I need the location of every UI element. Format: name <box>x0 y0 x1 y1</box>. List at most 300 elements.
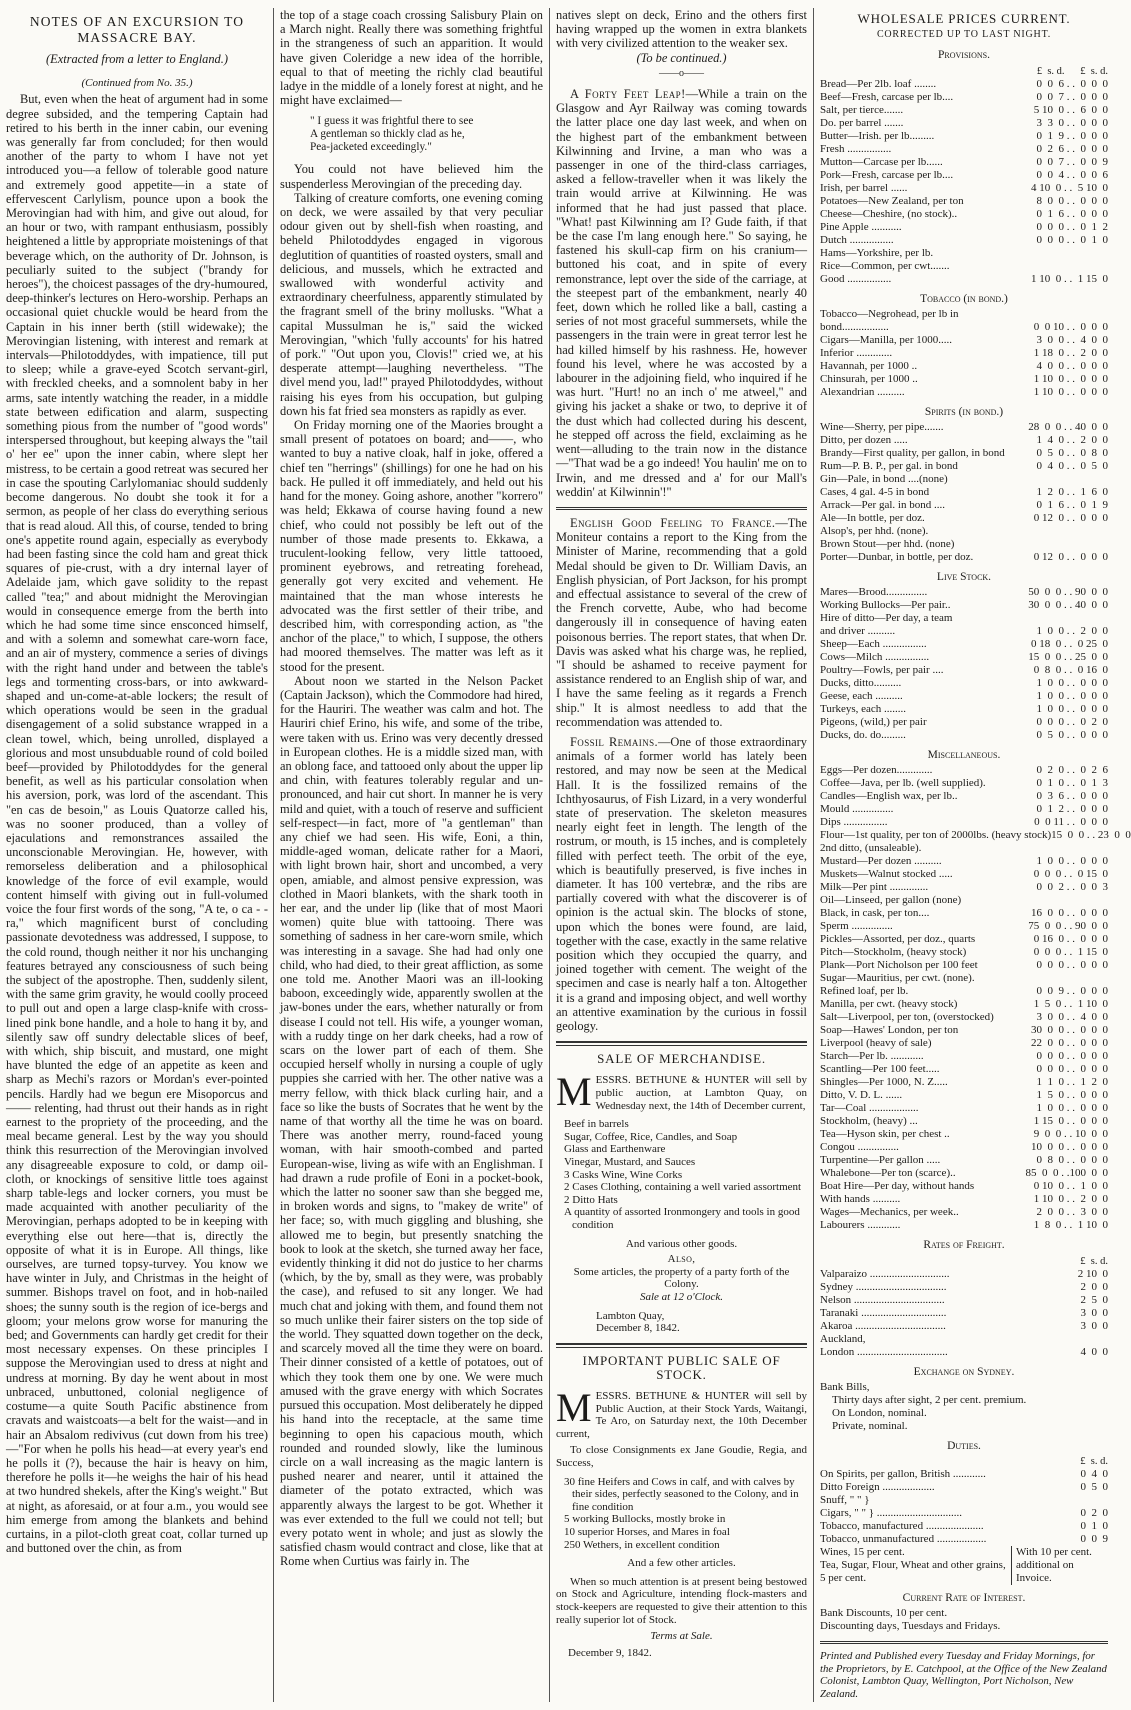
price-row <box>820 664 1108 677</box>
price-item: Congou ............... <box>820 1141 899 1154</box>
list-item: 10 superior Horses, and Mares in foal <box>564 1526 730 1539</box>
ad-place: Lambton Quay, <box>596 1309 665 1322</box>
price-row <box>820 1333 1108 1346</box>
price-value <box>996 538 1108 551</box>
price-value: 1 18 0 . . 2 0 0 <box>1033 346 1108 359</box>
money-header <box>820 1455 1108 1468</box>
price-row <box>820 347 1108 360</box>
ad-line: Also, <box>667 1253 696 1266</box>
price-value: 4 10 0 . . 5 10 0 <box>1031 181 1108 194</box>
price-row <box>820 1076 1108 1089</box>
price-item: Nelson ................................. <box>820 1293 945 1306</box>
price-item: Ditto, per dozen ..... <box>820 434 908 447</box>
price-row <box>820 586 1108 599</box>
price-row <box>820 816 1108 829</box>
separator <box>556 1041 807 1046</box>
price-value: 1 0 0 . . 2 0 0 <box>1036 625 1108 638</box>
price-row <box>820 1115 1108 1128</box>
exchange-block <box>820 1381 1108 1433</box>
price-value: 0 0 0 . . 1 15 0 <box>1033 946 1108 959</box>
price-row <box>820 972 1108 985</box>
poem-quote <box>310 115 543 154</box>
price-value <box>996 473 1108 486</box>
price-item: Rum—P. B. P., per gal. in bond <box>820 460 958 473</box>
ad-line: And various other goods. <box>625 1237 738 1250</box>
price-item: Tea—Hyson skin, per chest .. <box>820 1128 950 1141</box>
price-row <box>820 1494 1108 1507</box>
news-item-leap <box>556 87 807 499</box>
price-item: On Spirits, per gallon, British ............ <box>820 1468 986 1481</box>
price-row <box>820 273 1108 286</box>
poem-line: Pea-jacketed exceedingly." <box>310 141 432 154</box>
price-value: 0 1 0 . . 0 1 3 <box>1036 777 1108 790</box>
section-heading: Provisions. <box>938 49 990 62</box>
ad-line: And a few other articles. <box>627 1557 736 1570</box>
price-item: With hands .......... <box>820 1193 901 1206</box>
price-item: Mould ............... <box>820 803 894 816</box>
price-value: 1 10 0 . . 0 0 0 <box>1033 385 1108 398</box>
price-row <box>820 1294 1108 1307</box>
price-value: 0 4 0 . . 0 5 0 <box>1036 460 1108 473</box>
price-value <box>996 612 1108 625</box>
list-item: Glass and Earthenware <box>564 1143 666 1156</box>
price-item: Stockholm, (heavy) ... <box>820 1115 918 1128</box>
price-row <box>820 460 1108 473</box>
price-row <box>820 790 1108 803</box>
price-value: 0 0 7 . . 0 0 0 <box>1036 90 1108 103</box>
column-rule <box>549 8 550 1702</box>
ad-valorem-block <box>820 1546 1108 1585</box>
price-item: Poultry—Fowls, per pair .... <box>820 664 944 677</box>
price-value: 0 5 0 <box>1080 1481 1108 1494</box>
list-item: Beef in barrels <box>564 1118 629 1131</box>
price-row <box>820 260 1108 273</box>
price-row <box>820 130 1108 143</box>
price-list-tobacco <box>820 308 1108 399</box>
to-be-continued: (To be continued.) <box>636 50 727 65</box>
price-value: 30 0 0 . . 40 0 0 <box>1028 599 1108 612</box>
price-item: Plank—Port Nicholson per 100 feet <box>820 959 978 972</box>
list-item: A quantity of assorted Ironmongery and tools in good condition <box>564 1206 800 1231</box>
price-item: Do. per barrel ....... <box>820 116 904 129</box>
price-list-duties <box>820 1468 1108 1546</box>
price-item: Cows—Milch ................ <box>820 651 930 664</box>
price-item: Soap—Hawes' London, per ton <box>820 1024 959 1037</box>
price-value: 0 18 0 . . 0 25 0 <box>1031 638 1108 651</box>
price-item: Manilla, per cwt. (heavy stock) <box>820 998 958 1011</box>
price-value: 2 0 0 <box>1080 1280 1108 1293</box>
ad-line: To close Consignments ex Jane Goudie, Regia, and Success, <box>556 1444 807 1470</box>
price-row <box>820 1507 1108 1520</box>
price-value: 4 0 0 . . 0 0 0 <box>1036 359 1108 372</box>
price-value: 0 0 6 . . 0 0 0 <box>1036 77 1108 90</box>
list-item: Vinegar, Mustard, and Sauces <box>564 1155 696 1168</box>
price-item: Havannah, per 1000 .. <box>820 359 918 372</box>
price-value: 0 0 0 . . 0 1 2 <box>1036 220 1108 233</box>
ad-merchandise <box>556 1069 807 1335</box>
price-row <box>820 716 1108 729</box>
price-row <box>820 1011 1108 1024</box>
price-row <box>820 677 1108 690</box>
price-value: 0 0 4 . . 0 0 6 <box>1036 168 1108 181</box>
price-item: Sheep—Each ................ <box>820 638 927 651</box>
news-headline: A Forty Feet Leap! <box>570 87 686 102</box>
news-item-france <box>556 516 807 729</box>
price-item: Dips ................ <box>820 816 888 829</box>
news-headline: English Good Feeling to France. <box>570 515 776 530</box>
list-item: 30 fine Heifers and Cows in calf, and with calves by their sides, perfectly seasoned to the Colony, and in fine condition <box>564 1475 799 1513</box>
price-value: 0 4 0 <box>1080 1468 1108 1481</box>
interest-line: Discounting days, Tuesdays and Fridays. <box>820 1620 1001 1633</box>
price-item: Ducks, ditto.......... <box>820 677 902 690</box>
price-value: 0 0 9 . . 0 0 0 <box>1036 985 1108 998</box>
price-value: 1 5 0 . . 0 0 0 <box>1036 1089 1108 1102</box>
price-row <box>820 321 1108 334</box>
price-row <box>820 360 1108 373</box>
article-paragraph: On Friday morning one of the Maories brought a small present of potatoes on board; and——, who wanted to buy a native cloak, half in joke, offered a chief ten "herrings" (shillings) for one he had on his back. He pulled it off immediately, and held out his hand for the money. Going ashore, another "korrero" was held; Ekkawa of course having found a new chief, who could not possibly be left out of the number of those made presents to. Ekkawa, a truculent-looking fellow, very little tattooed, prominent eyebrows, and retreating forehead, generally got very excited and vehement. He maintained that the man whose interests he advocated was the first settler of their tribe, and described him, with corresponding action, as "the anchor of the place," to which, I suppose, the others had moored themselves. The matter was left as it stood for the present. <box>280 418 543 674</box>
ad-line: Terms at Sale. <box>650 1630 713 1643</box>
price-value: 0 5 0 . . 0 0 0 <box>1036 729 1108 742</box>
price-item: Tobacco, manufactured ..................... <box>820 1520 984 1533</box>
imprint: Printed and Published every Tuesday and Friday Mornings, for the Proprietors, by E. Catchpool, at the Office of the New Zealand Colonist, Lambton Quay, Wellington, Port Nicholson, New Zealand. <box>820 1650 1107 1701</box>
price-row <box>820 434 1108 447</box>
exchange-line: Private, nominal. <box>832 1419 908 1432</box>
price-row <box>820 308 1108 321</box>
list-item: 2 Cases Clothing, containing a well varied assortment <box>564 1181 802 1194</box>
price-row <box>820 386 1108 399</box>
price-value: 0 0 0 . . 0 15 0 <box>1033 868 1108 881</box>
price-value: 9 0 0 . . 10 0 0 <box>1033 1128 1108 1141</box>
price-row <box>820 764 1108 777</box>
price-item: Gin—Pale, in bond ....(none) <box>820 473 948 486</box>
price-item: Taranaki ............................... <box>820 1306 947 1319</box>
exchange-line: Thirty days after sight, 2 per cent. premium. <box>832 1393 1027 1406</box>
price-row <box>820 842 1108 855</box>
section-heading: Exchange on Sydney. <box>913 1365 1015 1378</box>
price-value <box>996 894 1108 907</box>
price-item: Snuff, " " } <box>820 1494 870 1507</box>
price-item: Shingles—Per 1000, N. Z..... <box>820 1076 948 1089</box>
price-item: Tobacco, unmanufactured .................. <box>820 1533 987 1546</box>
price-item: Boat Hire—Per day, without hands <box>820 1180 975 1193</box>
money-columns: £ s. d. £ s. d. <box>1036 65 1108 77</box>
article-paragraph: natives slept on deck, Erino and the others first having wrapped up the women in extra blankets with very civilized attention to the weaker sex. <box>556 8 807 51</box>
price-row <box>820 1024 1108 1037</box>
ad-intro: ESSRS. BETHUNE & HUNTER will sell by public auction, at Lambton Quay, on Wednesday next, the 14th of December current, <box>595 1074 807 1112</box>
price-row <box>820 373 1108 386</box>
price-value: 8 0 0 . . 0 0 0 <box>1036 194 1108 207</box>
price-item: Beef—Fresh, carcase per lb.... <box>820 90 954 103</box>
list-item: 3 Casks Wine, Wine Corks <box>564 1168 683 1181</box>
price-item: Tar—Coal .................. <box>820 1102 919 1115</box>
price-item: Eggs—Per dozen............. <box>820 764 933 777</box>
price-row <box>820 1320 1108 1333</box>
price-item: Labourers ............ <box>820 1219 901 1232</box>
price-value: 15 0 0 . . 23 0 0 <box>1051 829 1131 842</box>
price-item: Auckland, <box>820 1332 866 1345</box>
price-value: 30 0 0 . . 0 0 0 <box>1031 1024 1108 1037</box>
price-value: 22 0 0 . . 0 0 0 <box>1031 1037 1108 1050</box>
price-value: 0 12 0 . . 0 0 0 <box>1033 512 1108 525</box>
price-item: 2nd ditto, (unsaleable). <box>820 842 922 855</box>
exchange-line: On London, nominal. <box>832 1406 927 1419</box>
price-item: Salt—Liverpool, per ton, (overstocked) <box>820 1011 994 1024</box>
price-row <box>820 1219 1108 1232</box>
price-value <box>996 972 1108 985</box>
price-item: Alexandrian .......... <box>820 385 905 398</box>
price-value: 1 1 0 . . 1 2 0 <box>1036 1076 1108 1089</box>
price-value: 1 10 0 . . 1 15 0 <box>1031 272 1108 285</box>
price-item: Refined loaf, per lb. <box>820 985 909 998</box>
column-3 <box>556 8 807 1704</box>
price-row <box>820 221 1108 234</box>
price-item: Muskets—Walnut stocked ..... <box>820 868 953 881</box>
price-value: 1 8 0 . . 1 10 0 <box>1033 1219 1108 1232</box>
price-value: 0 1 0 <box>1080 1520 1108 1533</box>
price-row <box>820 1037 1108 1050</box>
news-item-fossil <box>556 735 807 1033</box>
price-item: Ditto, V. D. L. ...... <box>820 1089 903 1102</box>
price-value: 3 3 0 . . 0 0 0 <box>1036 116 1108 129</box>
price-item: Milk—Per pint .............. <box>820 881 929 894</box>
price-item: Liverpool (heavy of sale) <box>820 1037 932 1050</box>
price-value: 0 10 0 . . 1 0 0 <box>1033 1180 1108 1193</box>
price-row <box>820 933 1108 946</box>
news-headline: Fossil Remains. <box>570 734 659 749</box>
price-row <box>820 1063 1108 1076</box>
price-row <box>820 855 1108 868</box>
price-row <box>820 156 1108 169</box>
price-row <box>820 473 1108 486</box>
price-value: 0 0 11 . . 0 0 0 <box>1034 816 1108 829</box>
price-row <box>820 551 1108 564</box>
price-row <box>820 638 1108 651</box>
price-item: Flour—1st quality, per ton of 2000lbs. (heavy stock) <box>820 829 1052 842</box>
price-item: Candles—English wax, per lb.. <box>820 790 958 803</box>
price-item: Valparaizo ............................. <box>820 1267 950 1280</box>
article-paragraph: Talking of creature comforts, one evening coming on deck, we were assailed by that very peculiar odour given out by shell-fish when roasting, and beheld Philotoddydes engaged in vigorous deglutition of quantities of roasted oysters, small and delicious, and mussels, which he extracted and swallowed with wonderful activity and extraordinary cheerfulness, apparently stimulated by the fragrant smell of the briny mollusks. "What a capital Mussulman he is," said the wicked Merovingian, "which 'fully accounts' for his hatred of pork." "Out upon you, Clovis!" cried we, at his desperate attempt—laughing nevertheless. "The divel mend you, lad!" prayed Philotoddydes, without raising his eyes from his occupation, but gulping down his fat fried sea monsters as rapidly as ever. <box>280 190 543 418</box>
price-row <box>820 651 1108 664</box>
duty-note: With 10 per cent. additional on Invoice. <box>1011 1546 1108 1585</box>
price-item: Ale—In bottle, per doz. <box>820 512 925 525</box>
price-value: 1 4 0 . . 2 0 0 <box>1036 434 1108 447</box>
price-item: Starch—Per lb. ............ <box>820 1050 924 1063</box>
price-item: and driver .......... <box>820 625 896 638</box>
price-value: 1 0 0 . . 0 0 0 <box>1036 703 1108 716</box>
price-row <box>820 143 1108 156</box>
price-row <box>820 625 1108 638</box>
separator <box>556 1343 807 1348</box>
price-value: 15 0 0 . . 25 0 0 <box>1028 651 1108 664</box>
price-item: Akaroa ................................. <box>820 1319 946 1332</box>
exchange-line: Bank Bills, <box>820 1380 870 1393</box>
price-item: Cigars—Manilla, per 1000..... <box>820 333 952 346</box>
ornament-rule: ——o—— <box>659 67 704 79</box>
list-item: 2 Ditto Hats <box>564 1193 618 1206</box>
price-list-misc <box>820 764 1131 1232</box>
price-item: Cigars, " " } ............................... <box>820 1507 962 1520</box>
price-value: 0 0 0 . . 0 1 0 <box>1036 233 1108 246</box>
price-value <box>996 525 1108 538</box>
price-item: Tobacco—Negrohead, per lb in <box>820 307 959 320</box>
price-value: 0 0 7 . . 0 0 9 <box>1036 155 1108 168</box>
prices-title: WHOLESALE PRICES CURRENT. <box>857 11 1071 26</box>
separator <box>556 507 807 510</box>
section-heading: Spirits (in bond.) <box>924 405 1004 418</box>
money-header <box>820 1255 1108 1268</box>
price-row <box>820 599 1108 612</box>
price-value: 0 0 0 . . 0 0 0 <box>1036 1063 1108 1076</box>
price-item: Inferior ............. <box>820 346 893 359</box>
price-item: Alsop's, per hhd. (none). <box>820 525 929 538</box>
price-item: Ducks, do. do......... <box>820 729 906 742</box>
price-item: Dutch ................ <box>820 233 894 246</box>
price-item: Hire of ditto—Per day, a team <box>820 612 953 625</box>
price-list-spirits <box>820 421 1108 564</box>
price-value: 3 0 0 <box>1080 1319 1108 1332</box>
price-row <box>820 946 1108 959</box>
price-item: Wages—Mechanics, per week.. <box>820 1206 959 1219</box>
price-row <box>820 959 1108 972</box>
ad-intro: ESSRS. BETHUNE & HUNTER will sell by Public Auction, at their Stock Yards, Waitangi, Te Aro, on Saturday next, the 10th December current, <box>556 1390 807 1440</box>
price-row <box>820 690 1108 703</box>
article-title: NOTES OF AN EXCURSION TO MASSACRE BAY. <box>29 14 245 45</box>
price-row <box>820 1468 1108 1481</box>
price-value: 0 2 0 . . 0 2 6 <box>1036 764 1108 777</box>
price-value: 1 10 0 . . 0 0 0 <box>1033 372 1108 385</box>
duty-line: Wines, 15 per cent. <box>820 1546 905 1559</box>
list-item: 5 working Bullocks, mostly broke in <box>564 1513 726 1526</box>
price-row <box>820 1281 1108 1294</box>
poem-line: A gentleman so thickly clad as he, <box>310 128 465 141</box>
price-item: Cheese—Cheshire, (no stock).. <box>820 207 958 220</box>
price-row <box>820 117 1108 130</box>
price-list-livestock <box>820 586 1108 742</box>
price-value: 1 5 0 . . 1 10 0 <box>1033 998 1108 1011</box>
money-header <box>820 65 1108 78</box>
price-value: 0 3 6 . . 0 0 0 <box>1036 790 1108 803</box>
price-item: Scantling—Per 100 feet..... <box>820 1063 940 1076</box>
price-value: 0 2 6 . . 0 0 0 <box>1036 142 1108 155</box>
price-item: Mutton—Carcase per lb...... <box>820 155 943 168</box>
price-item: Good ................ <box>820 272 892 285</box>
price-value: 0 5 0 . . 0 8 0 <box>1036 447 1108 460</box>
price-row <box>820 169 1108 182</box>
article-paragraph: You could not have believed him the suspenderless Merovingian of the preceding day. <box>280 162 543 191</box>
ad-note: When so much attention is at present being bestowed on Stock and Agriculture, intending flock-masters and stock-keepers are requested to give their attention to this really superior lot of Stock. <box>556 1575 807 1626</box>
price-row <box>820 182 1108 195</box>
price-row <box>820 1346 1108 1359</box>
article-paragraph: But, even when the heat of argument had in some degree subsided, and the tempering Captain had retired to his berth in the inner cabin, our evening was generally far from concluded; for then would another of the party to whom I have not yet introduced you—a fellow of tolerable good nature and extremely good appetite—in a state of effervescent Carlylism, pounce upon a book the Merovingian had with him, and give out aloud, for an hour or two, with rampant enthusiasm, possibly heightened a little by appropriate moistenings of that beverage which, on the authority of Dr. Johnson, is peculiarly suited to the subject ("brandy for heroes"), the choicest passages of the dry-humoured, deep-thinker's lectures on Hero-worship. Perhaps an occasional quiet chuckle would be heard from the Captain in his inner berth (still widewake); the Merovingian listening, with interest and remark at intervals—Philotoddydes, with impatience, till put to sleep; while a grave-eyed Scotch servant-girl, with freckled cheeks, and a somnolent baby in her arms, sate intently watching the reader, in a middle state between edification and alarm, suspecting something pious from the number of "good words" interspersed throughout, but keeping always the "tail o' her ee" upon the inner cabin, where slept her mistress, to be certain a good retreat was secured her in case the spouting Carlylomaniac should suddenly become dangerous. No doubt she took it for a sermon, as people of her class do everything serious that is read aloud. All this, of course, tended to bring one's appetite round again, especially as everybody had been fasting since the cold ham and great thick squares of pie-crust, with a dry internal layer of Adelaide jam, which gave solidity to the repast called "tea;" and about midnight the Merovingian would in consequence emerge from the berth into which he had some time since ensconced himself, and with a solemn and somewhat care-worn face, and an air of mystery, commence a series of divings with the right hand under and between the table's legs and tormenting cross-bars, or into awkward-shaped and un-come-at-able lockers; the result of which operations would be seen in the gradual disengagement of a solid substance wrapped in a clean towel, which, being unrolled, displayed a glorious and most unsubduable round of cold boiled beef—provided by Philotoddydes for the general benefit, as well as his particular consolation when his aversion, pork, was lord of the ascendant. This "en cas de besoin," as Louis Quatorze called his, was no sooner produced, than a volley of ejaculations and remonstrances assailed the unconscionable Merovingian. He, however, with remorseless deliberation and a philosophical knowledge of the force of evil example, would content himself with giving out in full-volumed voice the four first words of the song, "A te, o ca - - ra," which magnificent burst of concluding passionate devotedness was addressed, I suppose, to the cold round, though neither it nor his unchanging features betrayed any consciousness of such being the subject of the apostrophe. Then, suddenly silent, with the same grim gravity, he would coolly proceed to pull out and open a large clasp-knife with cross-lined pink bone handle, and a hole to hang it by, and silently saw off sundry delectable slices of beef, with which, ship biscuit, and mustard, one might have blunted the edge of an appetite as keen and sharp as Mechi's razors or Mordan's ever-pointed pencils. Hardly had we begun ere Misoporcus and —— relenting, had thrust out their hands as in right earnest to the propriety of the proceeding, and the meal became general. Lest by the way you should think this resurrection of the Merovingian involved any disagreeable exposure to cold, or damp oil-cloth, or knockings of sensitive little toes against sharp table-legs and locker corners, you must be made acquainted with another peculiarity of the Merovingian, perhaps adopted to be in keeping with everything else out here—that is, directly the opposite of what it is in Europe. All things, like ourselves, are turned topsy-turvey. You know we have winter in July, and Christmas in the height of summer. Bishops travel on foot, and in hob-nailed shoes; the sunny south is the region of ice-bergs and gloom; your melons grow worse for manuring the bed; and Governments can hardly get credit for their most necessary expenses. On these principles I suppose the Merovingian used to dress at night and undress at morning. By day he went about in most unbraced, unbuttoned, colonial negligence of costume—a quite South Pacific abstinence from cravats and waistcoats—a belt for the waist—and in hair an Absalom redivivus (cut down from his tree) —"For when he polls his head—at every year's end he polls it (?), because the hair is heavy on him, therefore he polls it—he weighs the hair of his head at two hundred shekels, after the King's weight." But at night, as aforesaid, or at four a.m., you would see him emerge from among the blankets and behind curtains, in a pilot-cloth great coat, collar turned up and buttoned over the chin, as from <box>6 92 268 1556</box>
drop-cap: M <box>556 1385 592 1431</box>
price-value: 10 0 0 . . 0 0 0 <box>1031 1141 1108 1154</box>
price-item: Irish, per barrel ...... <box>820 181 908 194</box>
price-value: 3 0 0 . . 4 0 0 <box>1036 1011 1108 1024</box>
price-item: Pigeons, (wild,) per pair <box>820 716 927 729</box>
ad-list <box>564 1476 807 1552</box>
price-item: Chinsurah, per 1000 .. <box>820 372 918 385</box>
price-row <box>820 1533 1108 1546</box>
interest-line: Bank Discounts, 10 per cent. <box>820 1607 948 1620</box>
price-value: 0 8 0 . . 0 16 0 <box>1033 664 1108 677</box>
ad-heading: IMPORTANT PUBLIC SALE OF STOCK. <box>582 1352 781 1382</box>
price-value: 3 0 0 <box>1080 1306 1108 1319</box>
price-row <box>820 777 1108 790</box>
price-row <box>820 1089 1108 1102</box>
price-item: Mustard—Per dozen .......... <box>820 855 942 868</box>
price-value: 0 1 6 . . 0 0 0 <box>1036 207 1108 220</box>
price-item: Pitch—Stockholm, (heavy stock) <box>820 946 967 959</box>
section-heading: Tobacco (in bond.) <box>920 292 1008 305</box>
price-value: 0 0 9 <box>1080 1533 1108 1546</box>
price-row <box>820 1141 1108 1154</box>
price-row <box>820 91 1108 104</box>
news-body: —The Moniteur contains a report to the King from the Minister of Marine, recommending that a gold Medal should be given to Dr. William Davis, an English physician, of Port Jackson, for his prompt and effectual assistance to several of the crew of the French corvette, Aube, who had become dangerously ill in consequence of having eaten poisonous berries. The report states, that when Dr. Davis was asked what his charge was, he replied, "I should be ashamed to receive payment for assistance rendered to an English ship of war, and I have the same feeling as it regards a French ship." It is almost needless to add that the recommendation was attended to. <box>556 515 807 729</box>
price-item: Cases, 4 gal. 4-5 in bond <box>820 486 930 499</box>
ad-date: December 8, 1842. <box>596 1322 680 1335</box>
price-value: 1 0 0 . . 0 0 0 <box>1036 1102 1108 1115</box>
price-value <box>1058 1333 1108 1346</box>
price-value: 16 0 0 . . 0 0 0 <box>1031 907 1108 920</box>
price-row <box>820 334 1108 347</box>
price-row <box>820 920 1108 933</box>
price-item: Sperm ............... <box>820 920 893 933</box>
price-row <box>820 1050 1108 1063</box>
separator <box>820 1641 1108 1644</box>
price-value: 0 16 0 . . 0 0 0 <box>1033 933 1108 946</box>
price-row <box>820 703 1108 716</box>
price-value: 4 0 0 <box>1080 1345 1108 1358</box>
section-heading: Miscellaneous. <box>927 749 1001 762</box>
price-value: 1 15 0 . . 0 0 0 <box>1033 1115 1108 1128</box>
continued-note: (Continued from No. 35.) <box>81 77 193 90</box>
news-body: —While a train on the Glasgow and Ayr Railway was coming towards the latter place one day last week, and when on the highest part of the embankment between Kilwinning and Irvine, a man who was a passenger in one of the third-class carriages, asked a fellow-traveller when it was likely the train would arrive at Kilwinning. He was informed that he had just passed that place. "What! past Kilwinning am I? Gude faith, if that be the case I'm lang enough here." So saying, he fastened his skull-cap firm on his cranium—buttoned his coat, and in spite of every remonstrance, lept over the side of the carriage, at the steepest part of the embankment, nearly 40 feet, down which he rolled like a ball, casting a series of not most graceful summersets, while the passengers in the train were in great terror lest he had killed himself by his rashness. He, however found his level, where he was accosted by a labourer in the adjoining field, who inquired if he was hurt. "Hurt! no an inch o' me atweel," and giving his jacket a shake or two, to deprive it of the dust which had collected during his descent, he stepped off across the field, exclaiming as he went—alluding to the train now in the distance—"That wad be a go indeed! You haulin' me on to Irwin, and me dressed and a' for our Mall's weddin' at Kilwinnin'!" <box>556 87 807 499</box>
ad-line: Sale at 12 o'Clock. <box>639 1290 723 1303</box>
price-row <box>820 1481 1108 1494</box>
price-item: Pine Apple ........... <box>820 220 902 233</box>
price-value: 0 12 0 . . 0 0 0 <box>1033 551 1108 564</box>
price-item: Butter—Irish. per lb......... <box>820 129 935 142</box>
price-row <box>820 1268 1108 1281</box>
price-value: 2 5 0 <box>1080 1293 1108 1306</box>
price-value: 2 10 0 <box>1077 1267 1108 1280</box>
price-row <box>820 247 1108 260</box>
price-row <box>820 421 1108 434</box>
price-row <box>820 104 1108 117</box>
list-item: 250 Wethers, in excellent condition <box>564 1538 720 1551</box>
price-item: Porter—Dunbar, in bottle, per doz. <box>820 551 974 564</box>
price-item: London ................................. <box>820 1345 948 1358</box>
section-heading: Current Rate of Interest. <box>902 1592 1026 1605</box>
price-row <box>820 195 1108 208</box>
price-row <box>820 985 1108 998</box>
price-list-freight <box>820 1268 1108 1359</box>
price-item: Ditto Foreign ................... <box>820 1481 935 1494</box>
price-row <box>820 525 1108 538</box>
price-item: Oil—Linseed, per gallon (none) <box>820 894 962 907</box>
price-value: 0 0 0 . . 0 2 0 <box>1036 716 1108 729</box>
price-row <box>820 1154 1108 1167</box>
ad-heading: SALE OF MERCHANDISE. <box>597 1051 766 1067</box>
price-row <box>820 868 1108 881</box>
price-item: Black, in cask, per ton.... <box>820 907 930 920</box>
price-row <box>820 447 1108 460</box>
price-value: 3 0 0 . . 4 0 0 <box>1036 333 1108 346</box>
column-4 <box>820 8 1131 1704</box>
section-heading: Rates of Freight. <box>923 1239 1005 1252</box>
price-value: 0 1 9 . . 0 0 0 <box>1036 129 1108 142</box>
ad-date: December 9, 1842. <box>568 1646 652 1659</box>
